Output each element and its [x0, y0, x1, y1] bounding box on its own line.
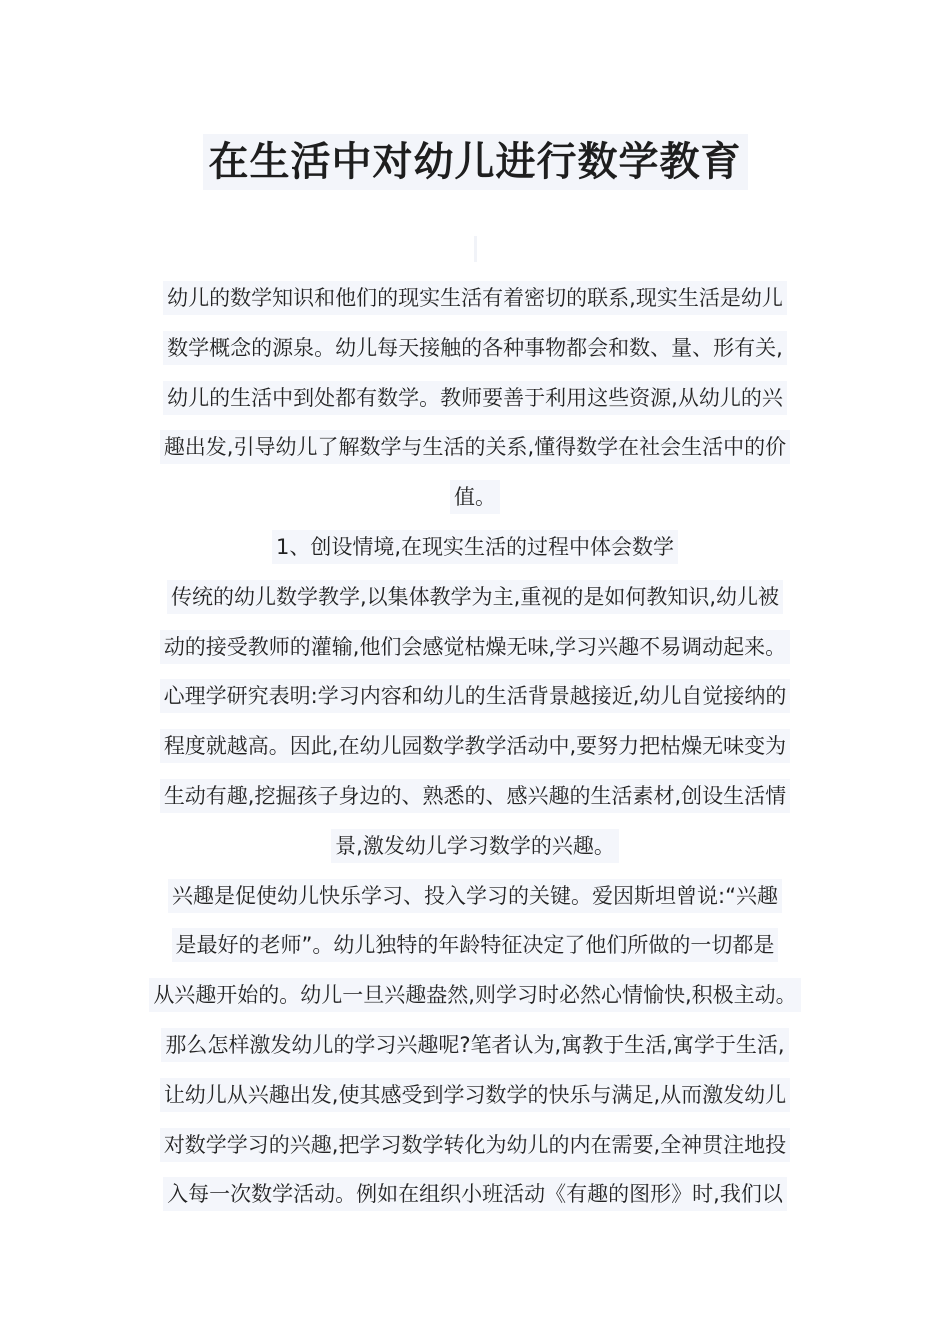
document-title-block — [0, 134, 950, 190]
body-line: 景,激发幼儿学习数学的兴趣。 — [0, 822, 950, 872]
body-line: 对数学学习的兴趣,把学习数学转化为幼儿的内在需要,全神贯注地投 — [0, 1121, 950, 1171]
body-line: 那么怎样激发幼儿的学习兴趣呢?笔者认为,寓教于生活,寓学于生活, — [0, 1021, 950, 1071]
body-line: 从兴趣开始的。幼儿一旦兴趣盎然,则学习时必然心情愉快,积极主动。 — [0, 971, 950, 1021]
body-line: 入每一次数学活动。例如在组织小班活动《有趣的图形》时,我们以 — [0, 1170, 950, 1220]
body-line: 幼儿的生活中到处都有数学。教师要善于利用这些资源,从幼儿的兴 — [0, 374, 950, 424]
body-line: 值。 — [0, 473, 950, 523]
body-line: 生动有趣,挖掘孩子身边的、熟悉的、感兴趣的生活素材,创设生活情 — [0, 772, 950, 822]
section-heading: 1、创设情境,在现实生活的过程中体会数学 — [0, 523, 950, 573]
body-line: 数学概念的源泉。幼儿每天接触的各种事物都会和数、量、形有关, — [0, 324, 950, 374]
body-line: 是最好的老师”。幼儿独特的年龄特征决定了他们所做的一切都是 — [0, 921, 950, 971]
text-cursor-mark — [474, 236, 477, 262]
body-line: 兴趣是促使幼儿快乐学习、投入学习的关键。爱因斯坦曾说:“兴趣 — [0, 872, 950, 922]
body-line: 传统的幼儿数学教学,以集体教学为主,重视的是如何教知识,幼儿被 — [0, 573, 950, 623]
document-title: 在生活中对幼儿进行数学教育 — [203, 134, 748, 190]
body-line: 心理学研究表明:学习内容和幼儿的生活背景越接近,幼儿自觉接纳的 — [0, 672, 950, 722]
body-line: 趣出发,引导幼儿了解数学与生活的关系,懂得数学在社会生活中的价 — [0, 423, 950, 473]
body-line: 动的接受教师的灌输,他们会感觉枯燥无味,学习兴趣不易调动起来。 — [0, 623, 950, 673]
body-line: 让幼儿从兴趣出发,使其感受到学习数学的快乐与满足,从而激发幼儿 — [0, 1071, 950, 1121]
body-line: 幼儿的数学知识和他们的现实生活有着密切的联系,现实生活是幼儿 — [0, 274, 950, 324]
body-line: 程度就越高。因此,在幼儿园数学教学活动中,要努力把枯燥无味变为 — [0, 722, 950, 772]
document-body — [0, 274, 950, 1220]
